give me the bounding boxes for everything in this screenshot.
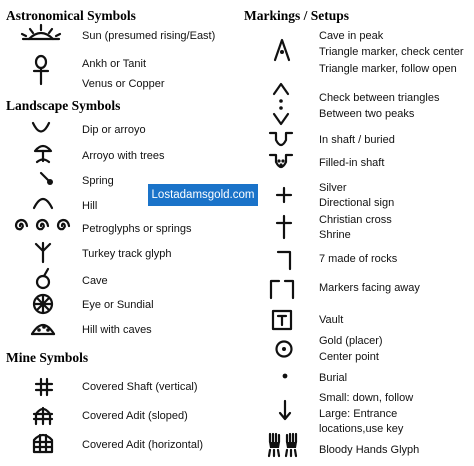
label-filled-shaft: Filled-in shaft — [319, 157, 385, 169]
label-seven-rocks: 7 made of rocks — [319, 253, 398, 265]
plus-icon — [275, 186, 293, 204]
label-triangle-follow-open: Triangle marker, follow open — [319, 63, 457, 75]
bloody-hands-icon — [266, 432, 300, 458]
hill-caves-icon — [30, 320, 56, 336]
heading-mine: Mine Symbols — [6, 350, 89, 365]
rising-sun-icon — [20, 24, 62, 46]
label-check-between: Check between triangles — [319, 92, 440, 104]
horizontal-adit-icon — [31, 430, 55, 454]
arroyo-trees-icon — [33, 143, 53, 165]
label-petroglyphs: Petroglyphs or springs — [82, 223, 192, 235]
spirals-icon — [12, 218, 74, 234]
hill-icon — [32, 194, 54, 210]
label-ankh: Ankh or Tanit — [82, 58, 147, 70]
label-christian-cross: Christian cross — [319, 214, 392, 226]
label-cave: Cave — [82, 275, 108, 287]
label-two-peaks: Between two peaks — [319, 108, 415, 120]
label-sun: Sun (presumed rising/East) — [82, 30, 216, 42]
label-turkey-track: Turkey track glyph — [82, 248, 172, 260]
triangle-marker-icon — [272, 38, 292, 62]
cave-icon — [34, 268, 52, 290]
label-cave-in-peak: Cave in peak — [319, 30, 384, 42]
label-adit-sloped: Covered Adit (sloped) — [82, 410, 188, 422]
label-center-point: Center point — [319, 351, 379, 363]
label-sundial: Eye or Sundial — [82, 299, 154, 311]
label-vault: Vault — [319, 314, 344, 326]
heading-landscape: Landscape Symbols — [6, 98, 121, 113]
turkey-track-icon — [34, 242, 52, 264]
label-large-entrance: Large: Entrance — [319, 408, 398, 420]
heading-markings: Markings / Setups — [244, 8, 350, 23]
cross-icon — [275, 214, 293, 240]
dot-icon — [281, 372, 289, 380]
shaft-icon — [268, 130, 294, 152]
hash-icon — [34, 377, 54, 397]
double-triangle-icon — [272, 82, 290, 126]
label-shrine: Shrine — [319, 229, 351, 241]
filled-shaft-icon — [268, 152, 294, 174]
label-spring: Spring — [82, 175, 114, 187]
label-covered-shaft: Covered Shaft (vertical) — [82, 381, 198, 393]
ankh-icon — [32, 54, 50, 86]
label-locations-key: locations,use key — [319, 423, 404, 435]
vault-icon — [271, 309, 293, 331]
label-venus: Venus or Copper — [82, 78, 165, 90]
label-adit-horizontal: Covered Adit (horizontal) — [82, 439, 204, 451]
label-triangle-check-center: Triangle marker, check center — [319, 46, 464, 58]
label-small-down: Small: down, follow — [319, 392, 414, 404]
sloped-adit-icon — [32, 404, 54, 426]
label-burial: Burial — [319, 372, 348, 384]
spring-icon — [38, 170, 54, 186]
seven-icon — [276, 249, 292, 271]
label-hill-caves: Hill with caves — [82, 324, 152, 336]
label-silver: Silver — [319, 182, 347, 194]
sundial-icon — [32, 293, 54, 315]
circle-dot-icon — [274, 339, 294, 359]
label-facing-away: Markers facing away — [319, 282, 420, 294]
label-bloody-hands: Bloody Hands Glyph — [319, 444, 420, 456]
label-hill: Hill — [82, 200, 98, 212]
label-dip: Dip or arroyo — [82, 124, 146, 136]
arrow-down-icon — [278, 399, 292, 421]
label-arroyo-trees: Arroyo with trees — [82, 150, 165, 162]
label-in-shaft: In shaft / buried — [319, 134, 395, 146]
facing-away-icon — [268, 278, 296, 300]
heading-astronomical: Astronomical Symbols — [6, 8, 136, 23]
dip-icon — [30, 120, 52, 138]
label-gold: Gold (placer) — [319, 335, 383, 347]
label-directional: Directional sign — [319, 197, 395, 209]
watermark-badge: Lostadamsgold.com — [148, 184, 258, 206]
